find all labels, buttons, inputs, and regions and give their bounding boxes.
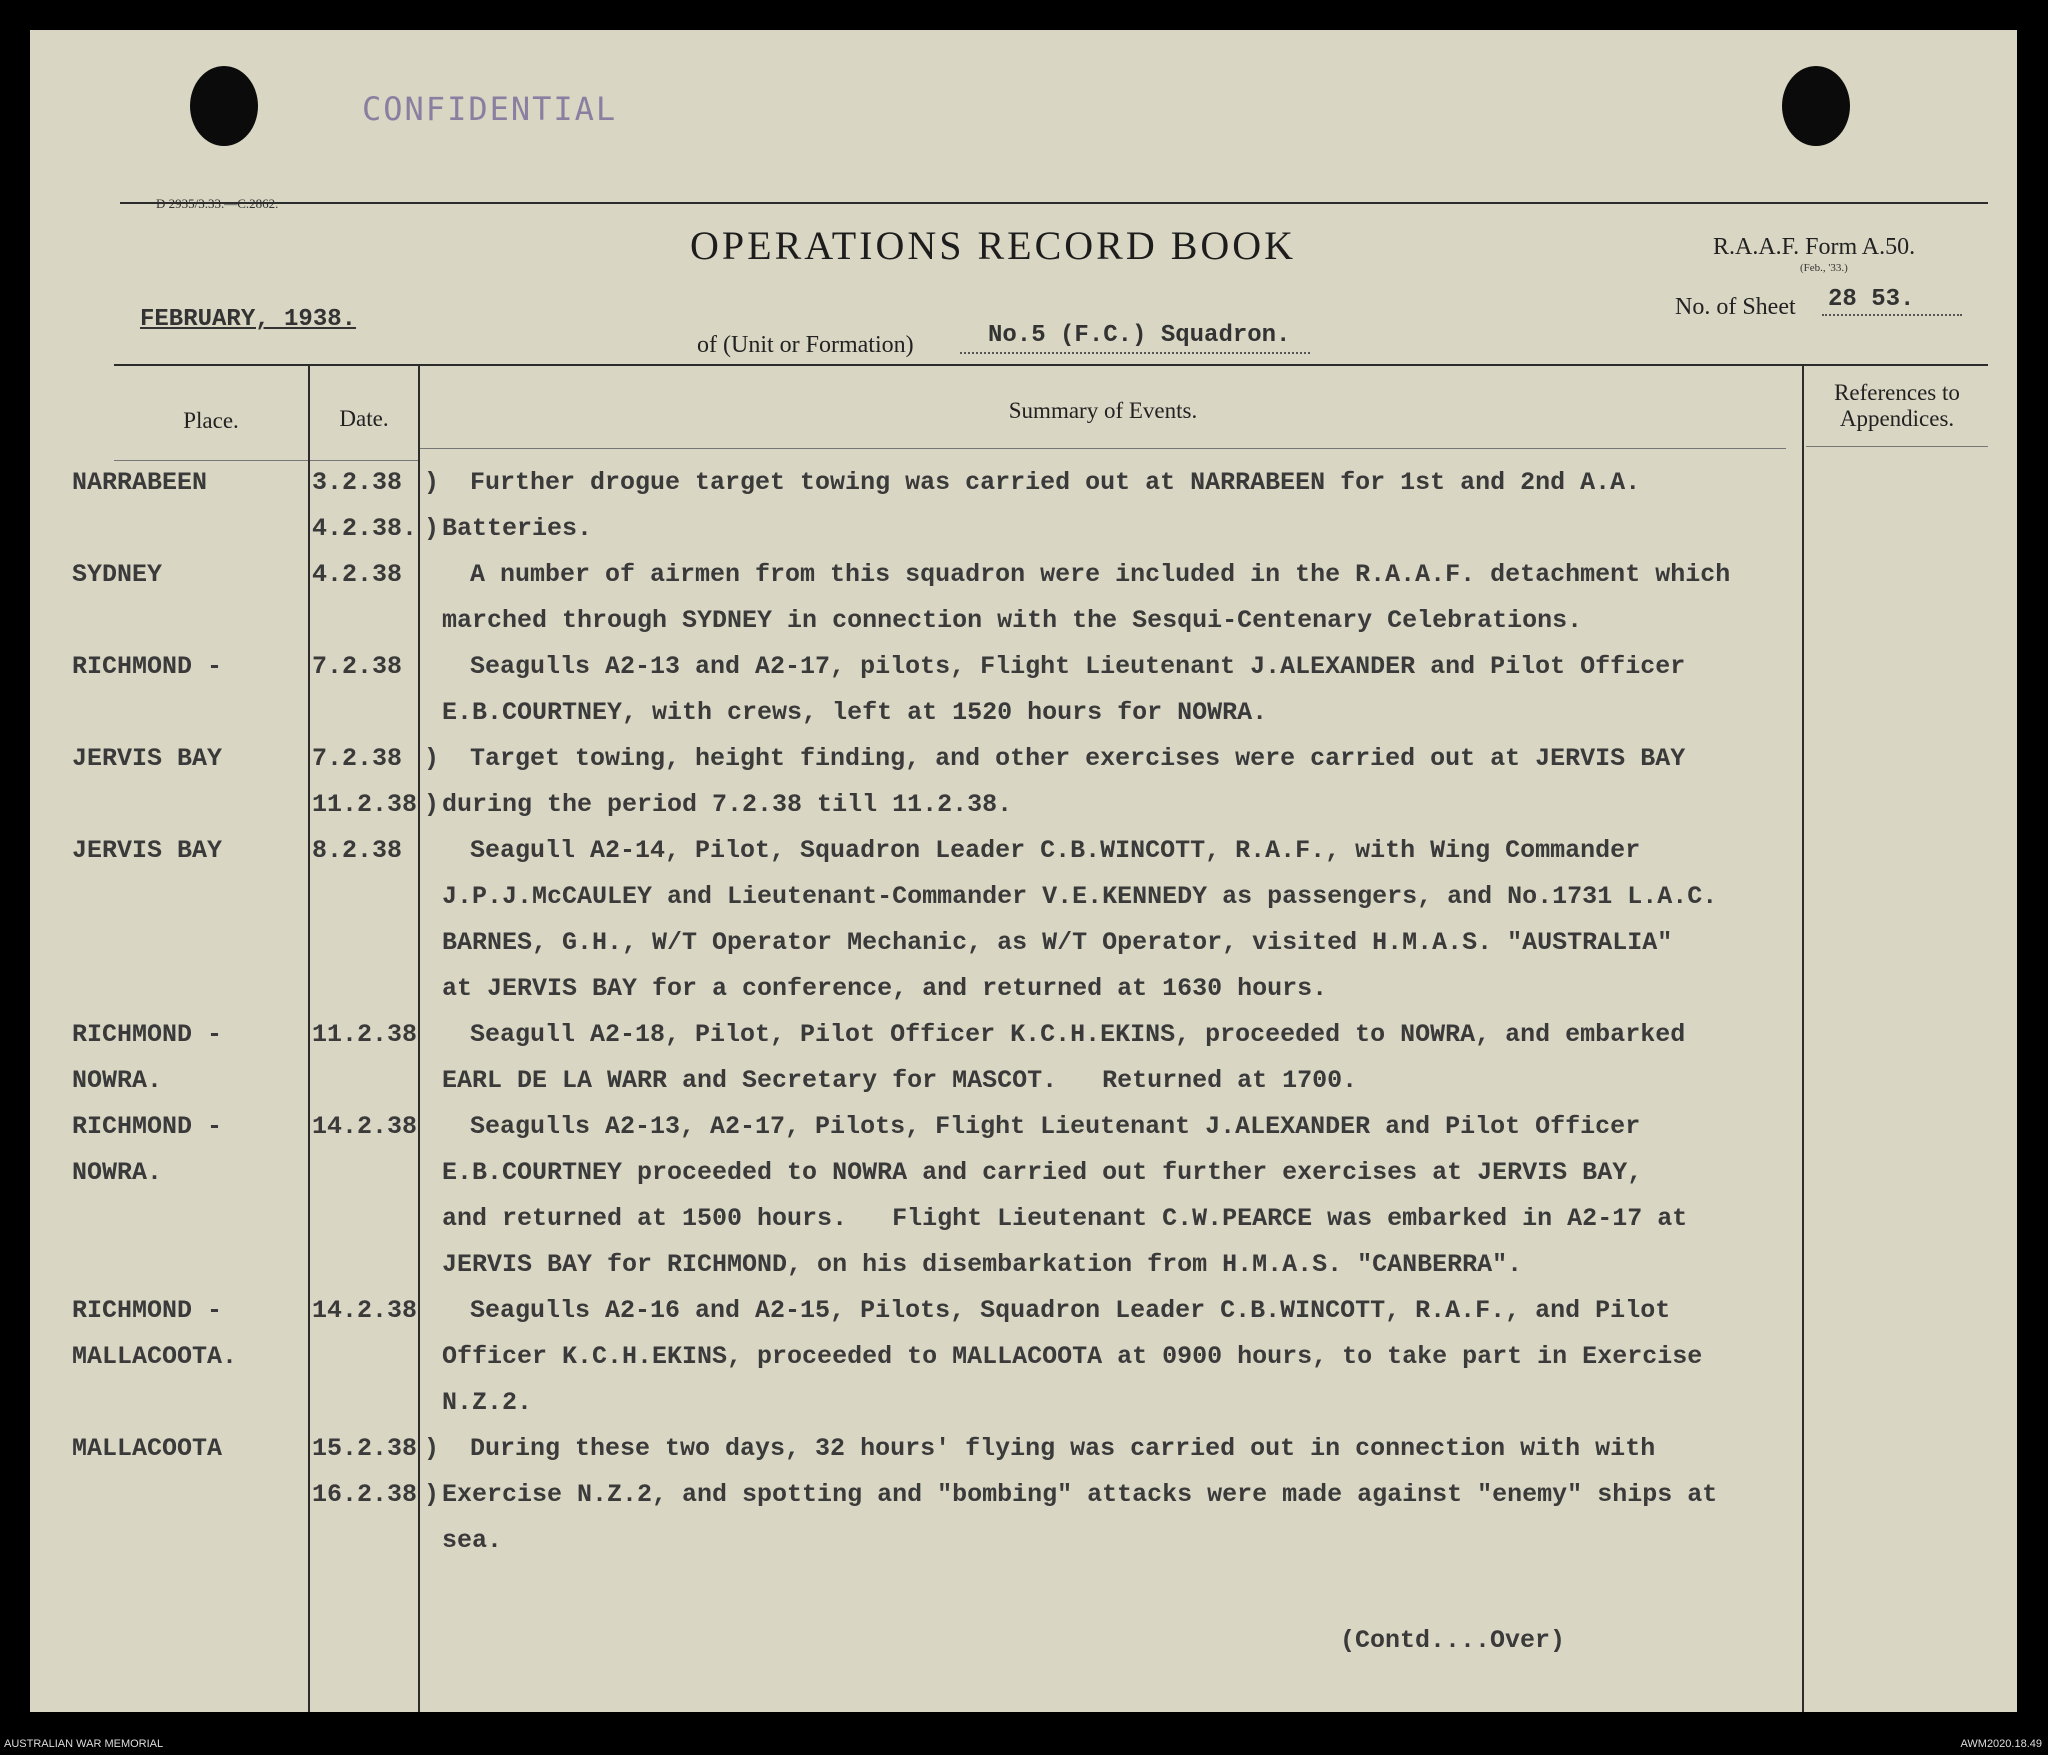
entry-dates: 15.2.38 <box>312 1434 418 1463</box>
entry-summary: J.P.J.McCAULEY and Lieutenant-Commander V.E.KENNEDY as passengers, and No.1731 L.A.C. <box>442 882 1718 911</box>
header-date: Date. <box>339 406 389 431</box>
entry-place: SYDNEY <box>72 560 163 589</box>
entry-brace <box>424 1012 444 1058</box>
entry-dates: 7.2.38 <box>312 652 403 681</box>
entry-brace: ) <box>424 1434 440 1463</box>
entry-dates: 4.2.38 <box>312 560 403 589</box>
header-refs-line1: References to <box>1834 380 1960 405</box>
unit-label: of (Unit or Formation) <box>697 332 914 358</box>
entry-brace <box>424 966 444 1012</box>
entry-brace <box>424 874 444 920</box>
entry-brace <box>424 690 444 736</box>
entry-summary-column <box>442 460 1640 552</box>
entry-place-column <box>72 1288 294 1426</box>
entry-summary: Seagull A2-14, Pilot, Squadron Leader C.B.WINCOTT, R.A.F., with Wing Commander <box>470 836 1641 865</box>
entry-brace-column <box>424 1288 444 1426</box>
entry-summary: A number of airmen from this squadron were included in the R.A.A.F. detachment which <box>470 560 1731 589</box>
entry-place: NARRABEEN <box>72 468 208 497</box>
header-summary: Summary of Events. <box>1008 398 1198 423</box>
entry-brace <box>424 1104 444 1150</box>
entry-summary-column <box>442 644 1685 736</box>
entry-brace <box>424 920 444 966</box>
sheet-label: No. of Sheet <box>1675 294 1796 320</box>
entry-place <box>72 690 294 736</box>
entry-summary-column <box>442 1104 1687 1288</box>
entry-dates: 11.2.38 <box>312 1020 418 1049</box>
form-number: R.A.A.F. Form A.50. <box>1713 234 1916 260</box>
entry-dates: 8.2.38 <box>312 836 403 865</box>
footer-id: AWM2020.18.49 <box>1960 1738 2042 1750</box>
entry-summary: and returned at 1500 hours. Flight Lieutenant C.W.PEARCE was embarked in A2-17 at <box>442 1204 1688 1233</box>
entry-brace: ) <box>424 790 440 819</box>
header-underline-summary <box>420 448 1786 449</box>
entry-summary-column <box>442 552 1730 644</box>
binder-hole-left <box>190 66 258 146</box>
entry-place <box>72 1518 294 1564</box>
entry-brace-column <box>424 644 444 736</box>
entry-brace <box>424 1150 444 1196</box>
entry-place: RICHMOND - <box>72 1296 223 1325</box>
entry-place: RICHMOND - <box>72 1112 223 1141</box>
entry-summary: JERVIS BAY for RICHMOND, on his disembarkation from H.M.A.S. "CANBERRA". <box>442 1250 1523 1279</box>
entry-dates: 14.2.38 <box>312 1112 418 1141</box>
entry-brace: ) <box>424 514 440 543</box>
entry-place <box>72 782 294 828</box>
sheet-dotted-line <box>1822 314 1962 316</box>
entry-brace <box>424 644 444 690</box>
entry-brace <box>424 1058 444 1104</box>
entry-brace-column <box>424 736 444 828</box>
footer-credit: AUSTRALIAN WAR MEMORIAL <box>4 1738 164 1750</box>
unit-dotted-line <box>960 352 1310 354</box>
entry-brace: ) <box>424 1480 440 1509</box>
column-rule-place <box>308 366 310 1712</box>
unit-name: No.5 (F.C.) Squadron. <box>988 322 1291 349</box>
entry-summary: sea. <box>442 1526 503 1555</box>
entry-summary: N.Z.2. <box>442 1388 533 1417</box>
entry-place: MALLACOOTA <box>72 1434 223 1463</box>
entry-place-column <box>72 828 294 1012</box>
entry-summary: Further drogue target towing was carried out at NARRABEEN for 1st and 2nd A.A. <box>470 468 1641 497</box>
entry-summary: Target towing, height finding, and other exercises were carried out at JERVIS BAY <box>470 744 1686 773</box>
entry-brace <box>424 1288 444 1334</box>
entry-brace-column <box>424 828 444 1012</box>
entry-place <box>72 1242 294 1288</box>
entry-place-column <box>72 1012 294 1104</box>
page-title: OPERATIONS RECORD BOOK <box>690 223 1297 268</box>
entry-place-column <box>72 736 294 828</box>
entry-place: NOWRA. <box>72 1066 163 1095</box>
entry-summary-column <box>442 1288 1702 1426</box>
entry-summary: marched through SYDNEY in connection with the Sesqui-Centenary Celebrations. <box>442 606 1583 635</box>
entry-place: RICHMOND - <box>72 1020 223 1049</box>
continued-note: (Contd....Over) <box>1340 1626 1566 1655</box>
entry-summary: E.B.COURTNEY proceeded to NOWRA and carried out further exercises at JERVIS BAY, <box>442 1158 1643 1187</box>
entry-summary-column <box>442 1426 1717 1564</box>
entry-brace <box>424 1380 444 1426</box>
entry-dates: 11.2.38 <box>312 790 418 819</box>
entry-place: JERVIS BAY <box>72 744 223 773</box>
entry-place-column <box>72 1426 294 1564</box>
entry-summary: during the period 7.2.38 till 11.2.38. <box>442 790 1013 819</box>
header-underline-refs <box>1806 446 1988 447</box>
entry-place <box>72 920 294 966</box>
entry-brace-column <box>424 1426 444 1564</box>
entry-place <box>72 598 294 644</box>
entry-brace-column <box>424 552 444 644</box>
entry-summary: at JERVIS BAY for a conference, and returned at 1630 hours. <box>442 974 1328 1003</box>
entry-summary: Seagulls A2-13, A2-17, Pilots, Flight Lieutenant J.ALEXANDER and Pilot Officer <box>470 1112 1641 1141</box>
entry-summary: Seagull A2-18, Pilot, Pilot Officer K.C.H.EKINS, proceeded to NOWRA, and embarked <box>470 1020 1686 1049</box>
entry-brace <box>424 552 444 598</box>
entry-place <box>72 1472 294 1518</box>
entry-brace <box>424 828 444 874</box>
form-code <box>156 196 278 212</box>
entry-summary: Exercise N.Z.2, and spotting and "bombing" attacks were made against "enemy" ships at <box>442 1480 1718 1509</box>
entry-brace <box>424 1196 444 1242</box>
month-heading: FEBRUARY, 1938. <box>140 306 357 333</box>
binder-hole-right <box>1782 66 1850 146</box>
entry-brace <box>424 1518 444 1564</box>
entry-place <box>72 1380 294 1426</box>
confidential-stamp: CONFIDENTIAL <box>362 90 618 128</box>
entry-place <box>72 874 294 920</box>
entry-place <box>72 966 294 1012</box>
entry-brace <box>424 598 444 644</box>
entry-brace-column <box>424 1104 444 1288</box>
entry-brace-column <box>424 1012 444 1104</box>
entry-place: NOWRA. <box>72 1158 163 1187</box>
entry-dates: 14.2.38 <box>312 1296 418 1325</box>
entry-dates: 7.2.38 <box>312 744 403 773</box>
form-date: (Feb., '33.) <box>1800 262 1848 274</box>
entry-summary: Batteries. <box>442 514 593 543</box>
entry-dates: 3.2.38 <box>312 468 403 497</box>
entry-summary: Officer K.C.H.EKINS, proceeded to MALLACOOTA at 0900 hours, to take part in Exercise <box>442 1342 1703 1371</box>
entry-summary-column <box>442 736 1685 828</box>
header-place: Place. <box>183 408 239 433</box>
entry-place-column <box>72 1104 294 1288</box>
entry-place <box>72 506 294 552</box>
entry-brace <box>424 1242 444 1288</box>
entry-brace: ) <box>424 744 440 773</box>
entry-dates: 16.2.38 <box>312 1480 418 1509</box>
header-refs-line2: Appendices. <box>1839 406 1955 431</box>
entry-place: RICHMOND - <box>72 652 223 681</box>
entry-brace-column <box>424 460 444 552</box>
entry-summary: Seagulls A2-13 and A2-17, pilots, Flight Lieutenant J.ALEXANDER and Pilot Officer <box>470 652 1686 681</box>
entry-brace <box>424 1334 444 1380</box>
entry-dates: 4.2.38. <box>312 514 418 543</box>
record-sheet <box>30 30 2017 1712</box>
header-rule <box>114 364 1988 366</box>
entry-place: JERVIS BAY <box>72 836 223 865</box>
entry-summary: During these two days, 32 hours' flying was carried out in connection with with <box>470 1434 1656 1463</box>
entry-summary-column <box>442 828 1717 1012</box>
column-rule-refs <box>1802 366 1804 1712</box>
entry-place-column <box>72 552 294 644</box>
entry-summary: E.B.COURTNEY, with crews, left at 1520 hours for NOWRA. <box>442 698 1268 727</box>
sheet-number: 28 53. <box>1828 286 1915 313</box>
entry-summary-column <box>442 1012 1685 1104</box>
entry-summary: BARNES, G.H., W/T Operator Mechanic, as W/T Operator, visited H.M.A.S. "AUSTRALIA" <box>442 928 1673 957</box>
entry-place-column <box>72 644 294 736</box>
top-rule <box>120 202 1988 204</box>
entry-place-column <box>72 460 294 552</box>
entry-summary: EARL DE LA WARR and Secretary for MASCOT. Returned at 1700. <box>442 1066 1358 1095</box>
entry-summary: Seagulls A2-16 and A2-15, Pilots, Squadron Leader C.B.WINCOTT, R.A.F., and Pilot <box>470 1296 1671 1325</box>
entry-brace: ) <box>424 468 440 497</box>
entry-place <box>72 1196 294 1242</box>
entry-place: MALLACOOTA. <box>72 1342 238 1371</box>
